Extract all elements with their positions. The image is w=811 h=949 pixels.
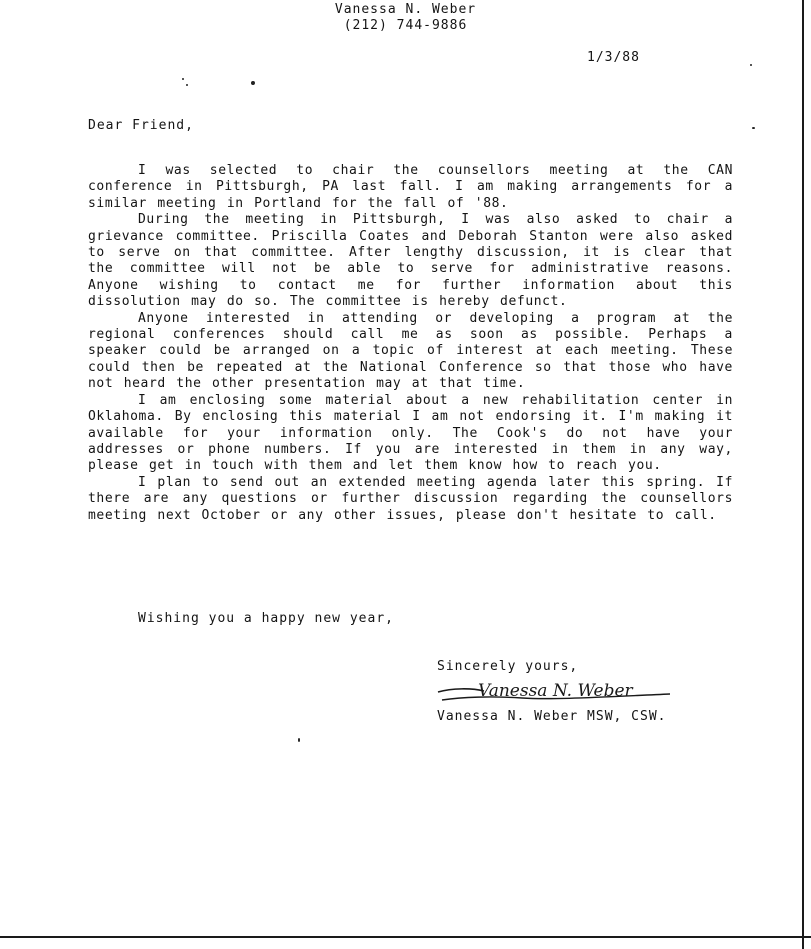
scan-border-bottom: [0, 936, 811, 938]
scan-speck: [251, 81, 255, 85]
salutation: Dear Friend,: [88, 118, 194, 133]
paragraph-1: I was selected to chair the counsellors meeting at the CAN conference in Pittsburgh, PA last fall. I am making arrangements for a similar meeting in Portland for the fall of '88.: [88, 163, 733, 211]
paragraph-2: During the meeting in Pittsburgh, I was also asked to chair a grievance committee. Priscilla Coates and Deborah Stanton were also asked to serve on that committee. After lengthy discussion, it is clear that the committee will not be able to serve for administrative reasons. Anyone wishing to contact me for further information about this dissolution may do so. The committee is hereby defunct.: [88, 212, 733, 310]
scan-speck: [186, 84, 188, 86]
scan-speck: [182, 78, 184, 80]
paragraph-5: I plan to send out an extended meeting agenda later this spring. If there are any questions or further discussion regarding the counsellors meeting next October or any other issues, please don't hesitate to call.: [88, 474, 733, 523]
handwritten-signature: [432, 670, 682, 710]
letter-body: [88, 163, 733, 524]
scan-border-right: [802, 0, 804, 949]
scan-speck: [298, 738, 300, 742]
letterhead-phone: (212) 744-9886: [343, 18, 468, 33]
signer-name: Vanessa N. Weber MSW, CSW.: [437, 709, 667, 724]
signature-script: Vanessa N. Weber: [478, 681, 633, 701]
letterhead-name: Vanessa N. Weber: [334, 2, 477, 17]
scan-speck: [750, 64, 752, 66]
closing-wish: Wishing you a happy new year,: [138, 611, 394, 626]
letter-date: 1/3/88: [587, 50, 640, 65]
scan-speck: [752, 127, 755, 129]
complimentary-close: Sincerely yours,: [437, 659, 579, 674]
paragraph-4: I am enclosing some material about a new rehabilitation center in Oklahoma. By enclosing this material I am not endorsing it. I'm making it available for your information only. The Cook's do not have your addresses or phone numbers. If you are interested in them in any way, please get in touch with them and let them know how to reach you.: [88, 392, 733, 474]
paragraph-3: Anyone interested in attending or developing a program at the regional conferences should call me as soon as possible. Perhaps a speaker could be arranged on a topic of interest at each meeting. These could then be repeated at the National Conference so that those who have not heard the other presentation may at that time.: [88, 310, 733, 392]
